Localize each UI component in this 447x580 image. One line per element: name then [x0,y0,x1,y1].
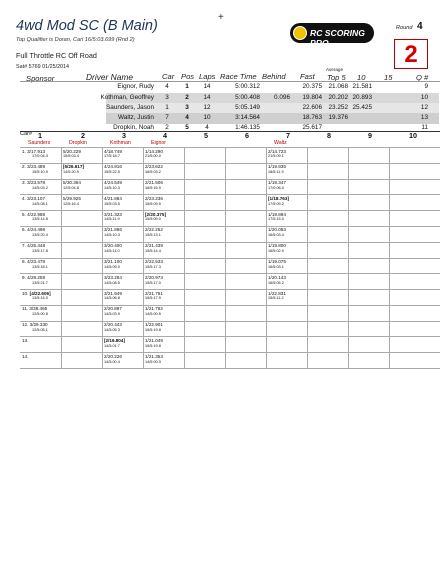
lap-count: 12 [203,104,211,111]
lap-position-time: 3/21.100 [104,259,122,264]
lap-number: 3. [22,180,26,186]
lap-position-time: 2/22.252 [145,227,163,233]
qualifying-number: 9 [424,83,428,90]
avg-top5: 19.376 [328,114,348,121]
fast-lap: 20.375 [302,83,322,90]
lap-projection: 15/5:03.4 [63,154,79,159]
car-number: 2 [165,124,169,131]
lap-projection: 12/5:00.8 [32,312,48,317]
car-column-number: 9 [368,131,372,140]
lap-projection: 12/5:16.4 [63,201,79,206]
lap-number: 4. [22,195,26,201]
lap-projection: 13/5:14.8 [32,217,48,222]
lap-count: 4 [205,124,209,131]
lap-cell [104,164,122,176]
grid-row-line [20,368,440,369]
lap-position-time: 3/21.949 [104,290,122,296]
col-top5: Top 5 [327,73,346,82]
lap-position-time: 3/23.489 [27,164,46,170]
lap-projection: 15/5:17.9 [145,296,161,301]
lap-projection: 17/5:09.2 [268,201,284,206]
lap-cell [145,259,163,271]
lap-cell [104,149,122,161]
lap-cell [22,243,48,255]
lap-cell [104,354,122,366]
lap-cell [63,196,81,208]
car-column-driver: Dropkin [69,140,87,146]
lap-projection: 14/5:20.9 [63,170,79,175]
lap-cell [22,149,48,161]
lap-position-time: 1/19.075 [268,259,286,264]
lap-projection: 14/5:05.3 [104,327,120,332]
lap-cell [22,196,48,208]
lap-cell [145,306,163,318]
fast-lap: 19.804 [302,94,322,101]
lap-position-time: [1/18.763] [268,195,289,201]
lap-projection: 15/5:14.4 [145,249,161,253]
car-number: 4 [165,83,169,90]
avg-top10: 25.425 [352,104,372,111]
grid-row-line [20,352,440,353]
lap-cell [104,212,122,224]
lap-position-time: [2/20.375] [145,211,166,217]
car-number-label: Car# [20,131,33,137]
lap-position-time: 3/17.913 [27,148,46,154]
car-column-number: 3 [122,131,126,140]
lap-position-time: 3/23.264 [104,274,122,280]
grid-row-line [20,210,440,211]
finish-position: 5 [185,124,189,131]
lap-cell [268,291,286,303]
race-time: 1:46.135 [235,124,260,131]
lap-number: 6. [22,227,26,233]
race-number-box: 2 [394,39,428,69]
track-name: Full Throttle RC Off Road [16,51,97,60]
lap-projection: 12/5:04.8 [63,185,79,190]
lap-cell [22,354,32,360]
grid-row-line [20,226,440,227]
round-number: 4 [417,21,423,32]
grid-row-line [20,242,440,243]
behind-time: 0.096 [274,94,290,101]
lap-position-time: 2/20.443 [104,322,122,328]
lap-position-time: 2/23.236 [145,195,163,201]
lap-projection: 14/5:00.5 [145,312,161,317]
lap-count: 14 [203,83,211,90]
top-qualifier-note: Top Qualifier is Doran, Carl 16/5:03.699 (Rnd 2) [16,37,135,43]
col-q-number: Q # [416,73,429,82]
lap-position-time: 1/19.800 [268,243,286,249]
lap-position-time: 3/21.866 [104,227,122,233]
lap-cell [145,180,163,192]
lap-projection: 13/5:18.1 [32,264,48,269]
lap-cell [268,180,286,192]
lap-projection: 15/5:11.2 [268,296,284,301]
lap-projection: 21/5:09.1 [268,154,284,159]
lap-cell [145,354,163,366]
lap-cell [104,275,122,287]
lap-projection: 14/5:08.5 [104,280,120,285]
lap-position-time: 4/18.749 [104,148,122,154]
rc-scoring-pro-logo [290,23,374,48]
lap-number: 8. [22,259,26,264]
lap-cell [104,322,122,334]
lap-cell [22,338,32,344]
col-sponsor: Sponsor [26,74,55,83]
lap-number: 7. [22,243,26,249]
lap-position-time: 5/30.364 [63,180,81,186]
finish-position: 2 [185,94,189,101]
lap-cell [145,275,163,287]
col-laps: Laps [199,72,216,81]
lap-position-time: 1/21.762 [145,306,163,312]
driver-name: Waltz, Justin [118,114,154,121]
grid-row-line [20,336,440,337]
lap-cell [268,149,286,161]
result-row [0,124,447,134]
lap-position-time: 2/23.622 [145,164,163,170]
fast-lap: 25.617 [302,124,322,131]
lap-position-time: [4/22.606] [29,290,51,296]
lap-position-time: 1/20.143 [268,274,286,280]
col-driver-name: Driver Name [86,72,133,82]
lap-projection: 21/5:00.0 [145,154,161,159]
car-column-number: 2 [81,131,85,140]
car-number: 3 [165,94,169,101]
col-behind: Behind [262,72,286,81]
qualifying-number: 10 [420,94,428,101]
lap-cell [22,164,48,176]
lap-projection: 13/5:21.7 [32,280,48,285]
lap-cell [145,243,163,255]
lap-projection: 14/5:11.0 [104,249,120,253]
lap-projection: 14/5:01.7 [104,343,120,348]
lap-cell [104,259,122,271]
car-column-number: 5 [204,131,208,140]
lap-projection: 12/5:05.1 [32,327,48,332]
lap-cell [268,243,286,255]
lap-position-time: 3/29.330 [29,322,48,328]
col-avg15: 15 [384,73,393,82]
lap-projection: 13/5:14.0 [32,296,48,301]
lap-cell [22,212,48,224]
lap-cell [145,212,166,224]
lap-cell [145,164,163,176]
lap-projection: 13/5:20.4 [32,233,48,238]
lap-projection: 15/5:10.9 [32,170,48,175]
lap-number: 13. [22,337,29,343]
lap-position-time: 2/20.973 [145,274,163,280]
col-fast: Fast [300,72,315,81]
lap-projection: 14/5:00.4 [104,359,120,364]
logo-text: RC SCORING PRO [310,28,365,48]
lap-number: 9. [22,274,26,280]
lap-position-time: 4/21.884 [104,195,122,201]
lap-position-time: 4/24.916 [104,164,122,170]
round-label: Round [396,25,413,31]
lap-projection: 15/5:22.5 [104,170,120,175]
lap-position-time: 1/22.831 [268,290,286,296]
lap-position-time: 3/36.465 [29,306,48,312]
car-number: 7 [165,114,169,121]
lap-cell [145,149,163,161]
lap-projection: 18/5:11.9 [268,170,284,175]
grid-row-line [20,289,440,290]
lap-projection: 17/5:18.7 [104,154,120,159]
lap-projection: 14/5:08.1 [32,201,48,206]
lap-projection: 15/5:17.3 [145,264,161,269]
car-column-number: 8 [327,131,331,140]
lap-position-time: 1/19.894 [268,211,286,217]
lap-projection: 14/5:06.8 [104,296,120,301]
lap-cell [145,227,163,239]
lap-position-time: 2/21.761 [145,290,163,296]
lap-grid [20,147,440,368]
finish-position: 4 [185,114,189,121]
lap-projection: 14/5:03.9 [104,312,120,317]
lap-cell [268,275,286,287]
lap-cell [104,338,125,350]
lap-cell [268,164,286,176]
lap-position-time: 2/22.533 [145,259,163,264]
lap-cell [268,212,286,224]
lap-position-time: 1/14.290 [145,148,163,154]
grid-row-line [20,321,440,322]
race-id-date: Sat# 5769 01/25/2014 [16,64,70,70]
lap-projection: 16/5:02.9 [268,249,284,253]
car-column-driver: Eignor [151,140,166,146]
car-column-number: 4 [163,131,167,140]
car-column-driver: Saunders [28,140,51,146]
lap-projection: 14/5:10.3 [104,185,120,190]
avg-top5: 23.252 [328,104,348,111]
lap-cell [22,227,48,239]
lap-cell [104,243,122,255]
lap-number: 5. [22,211,26,217]
grid-row-line [20,305,440,306]
lap-position-time: 4/23.478 [27,259,46,264]
lap-position-time: [5/26.617] [63,164,84,170]
lap-cell [104,291,122,303]
lap-position-time: 4/25.448 [27,243,46,249]
lap-projection: 16/5:03.1 [268,264,284,269]
col-race-time: Race Time [220,72,257,81]
lap-position-time: 4/24.549 [104,180,122,186]
grid-row-line [20,179,440,180]
grid-row-line [20,194,440,195]
car-column-number: 6 [245,131,249,140]
lap-projection: 16/5:05.2 [268,280,284,285]
lap-projection: 15/5:09.5 [145,201,161,206]
lap-position-time: 4/28.259 [27,274,46,280]
lap-cell [145,291,163,303]
driver-name: Eignor, Rudy [117,83,154,90]
lap-cell [268,259,286,271]
driver-name: Saunders, Jason [106,104,154,111]
col-pos: Pos [181,72,195,81]
lap-position-time: [2/19.804] [104,337,125,343]
race-title: 4wd Mod SC (B Main) [16,18,158,34]
lap-position-time: 2/20.226 [104,353,122,359]
lap-count: 10 [203,114,211,121]
lap-position-time: 5/20.229 [63,148,81,154]
finish-position: 1 [185,83,189,90]
lap-projection: 15/5:19.8 [145,327,161,332]
lap-cell [268,196,289,208]
logo-ring-icon [293,26,307,40]
lap-projection: 15/5:19.8 [145,343,161,348]
lap-cell [104,196,122,208]
lap-position-time: 3/23.107 [27,195,46,201]
lap-position-time: 3/23.578 [27,180,46,186]
lap-cell [63,149,81,161]
lap-number: 12. [22,322,29,328]
col-avg10: 10 [357,73,366,82]
lap-cell [22,180,48,192]
car-number: 1 [165,104,169,111]
lap-cell [104,227,122,239]
lap-projection: 13/5:17.8 [32,249,48,253]
qualifying-number: 11 [421,124,428,131]
car-column-number: 1 [38,131,42,140]
fast-lap: 22.606 [302,104,322,111]
lap-projection: 15/5:03.5 [104,201,120,206]
lap-cell [104,180,122,192]
lap-number: 10. [22,290,29,296]
driver-name: Dropkin, Noah [113,124,154,131]
grid-row-line [20,273,440,274]
lap-position-time: 3/20.400 [104,243,122,249]
lap-position-time: 2/21.506 [145,180,163,186]
qualifying-number: 13 [420,114,428,121]
lap-projection: 17/0:04.4 [32,154,48,159]
lap-count: 14 [203,94,211,101]
lap-position-time: 1/19.935 [268,164,286,170]
lap-cell [22,291,51,303]
race-time: 5:00.312 [235,83,260,90]
finish-position: 3 [185,104,189,111]
lap-projection: 14/5:10.3 [104,233,120,238]
lap-position-time: 1/20.053 [268,227,286,233]
avg-top10: 21.581 [352,83,372,90]
lap-projection: 15/5:17.0 [145,280,161,285]
race-time: 3:14.564 [235,114,260,121]
lap-cell [63,164,84,176]
lap-cell [145,338,163,350]
lap-projection: 14/5:09.0 [104,264,120,269]
col-average-label: Average [326,67,344,72]
lap-number: 1. [22,148,26,154]
lap-number: 2. [22,164,26,170]
avg-top5: 21.068 [328,83,348,90]
lap-cell [22,322,48,334]
car-column-driver: Kothman [110,140,131,146]
lap-projection: 15/5:09.0 [145,217,161,222]
lap-position-time: 3/21.323 [104,211,122,217]
lap-position-time: 2/14.723 [268,148,286,154]
fast-lap: 18.763 [302,114,322,121]
car-column-number: 10 [409,131,417,140]
grid-row-line [20,258,440,259]
col-car: Car [162,72,175,81]
lap-cell [63,180,81,192]
lap-cell [22,306,48,318]
lap-position-time: 1/21.049 [145,337,163,343]
avg-top10: 20.893 [352,94,372,101]
result-row [0,114,447,124]
result-row [0,83,447,93]
lap-projection: 16/5:03.4 [268,233,284,238]
lap-projection: 17/5:15.0 [268,217,284,222]
lap-projection: 17/0:06.0 [268,185,284,190]
lap-number: 14. [22,353,29,359]
avg-top5: 20.202 [328,94,348,101]
lap-cell [22,259,48,271]
lap-projection: 14/5:11.9 [104,217,120,222]
lap-cell [145,322,163,334]
car-column-number: 7 [286,131,290,140]
lap-cell [268,227,286,239]
lap-projection: 15/5:13.1 [145,233,161,238]
lap-projection: 14/5:00.3 [145,359,161,364]
lap-number: 11. [22,306,29,312]
crosshair-icon: + [218,12,224,23]
lap-position-time: 1/21.353 [145,353,163,359]
lap-position-time: 5/29.925 [63,195,81,201]
qualifying-number: 12 [420,104,428,111]
lap-position-time: 4/24.498 [27,227,46,233]
lap-projection: 16/5:03.2 [145,170,161,175]
car-column-driver: Waltz [274,140,287,146]
lap-position-time: 2/21.439 [145,243,163,249]
lap-position-time: 2/20.897 [104,306,122,312]
race-time: 5:00.408 [235,94,260,101]
lap-cell [145,196,163,208]
lap-projection: 14/5:03.2 [32,185,48,190]
race-time: 5:05.149 [235,104,260,111]
lap-position-time: 1/22.901 [145,322,163,328]
driver-name: Kothman, Geoffrey [100,94,154,101]
grid-row-line [20,147,440,148]
lap-cell [22,275,48,287]
lap-position-time: 1/19.347 [268,180,286,186]
lap-cell [104,306,122,318]
lap-position-time: 4/22.988 [27,211,46,217]
lap-projection: 16/5:16.9 [145,185,161,190]
